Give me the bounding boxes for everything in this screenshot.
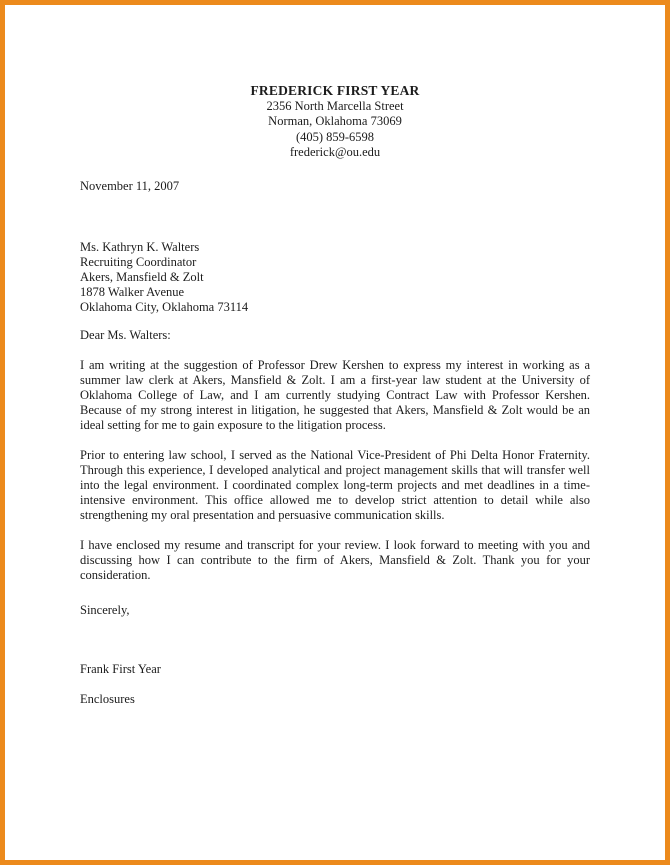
letterhead — [80, 83, 590, 161]
signature-name: Frank First Year — [80, 661, 161, 676]
recipient-title: Recruiting Coordinator — [80, 254, 197, 269]
salutation: Dear Ms. Walters: — [80, 327, 171, 342]
recipient-block — [80, 240, 590, 315]
letter-date: November 11, 2007 — [80, 178, 180, 193]
closing: Sincerely, — [80, 602, 130, 617]
letterhead-street: 2356 North Marcella Street — [266, 98, 404, 113]
body-paragraph-1: I am writing at the suggestion of Professor Drew Kershen to express my interest in working as a summer law clerk at Akers, Mansfield & Zolt. I am a first-year law student at the University of Oklahoma College of Law, and I am currently studying Contract Law with Professor Kershen. Because of my strong interest in litigation, he suggested that Akers, Mansfield & Zolt would be an ideal setting for me to gain exposure to the litigation process. — [80, 357, 590, 432]
recipient-name: Ms. Kathryn K. Walters — [80, 239, 200, 254]
body-paragraph-3: I have enclosed my resume and transcript for your review. I look forward to meeting with you and discussing how I can contribute to the firm of Akers, Mansfield & Zolt. Thank you for your consideration. — [80, 537, 590, 582]
recipient-street: 1878 Walker Avenue — [80, 284, 185, 299]
letterhead-email: frederick@ou.edu — [289, 145, 381, 159]
letterhead-phone: (405) 859-6598 — [295, 129, 375, 144]
letter-content — [5, 5, 665, 707]
body-paragraph-2: Prior to entering law school, I served as the National Vice-President of Phi Delta Honor Fraternity. Through this experience, I developed analytical and project management skills that will transfer well into the legal environment. I coordinated complex long-term projects and met deadlines in a time-intensive environment. This office allowed me to develop strict attention to detail while also strengthening my oral presentation and persuasive communication skills. — [80, 447, 590, 522]
letterhead-city: Norman, Oklahoma 73069 — [268, 114, 402, 128]
recipient-city: Oklahoma City, Oklahoma 73114 — [80, 299, 249, 314]
enclosure-note: Enclosures — [80, 691, 135, 706]
recipient-company: Akers, Mansfield & Zolt — [80, 269, 204, 284]
letterhead-name: FREDERICK FIRST YEAR — [250, 83, 420, 98]
